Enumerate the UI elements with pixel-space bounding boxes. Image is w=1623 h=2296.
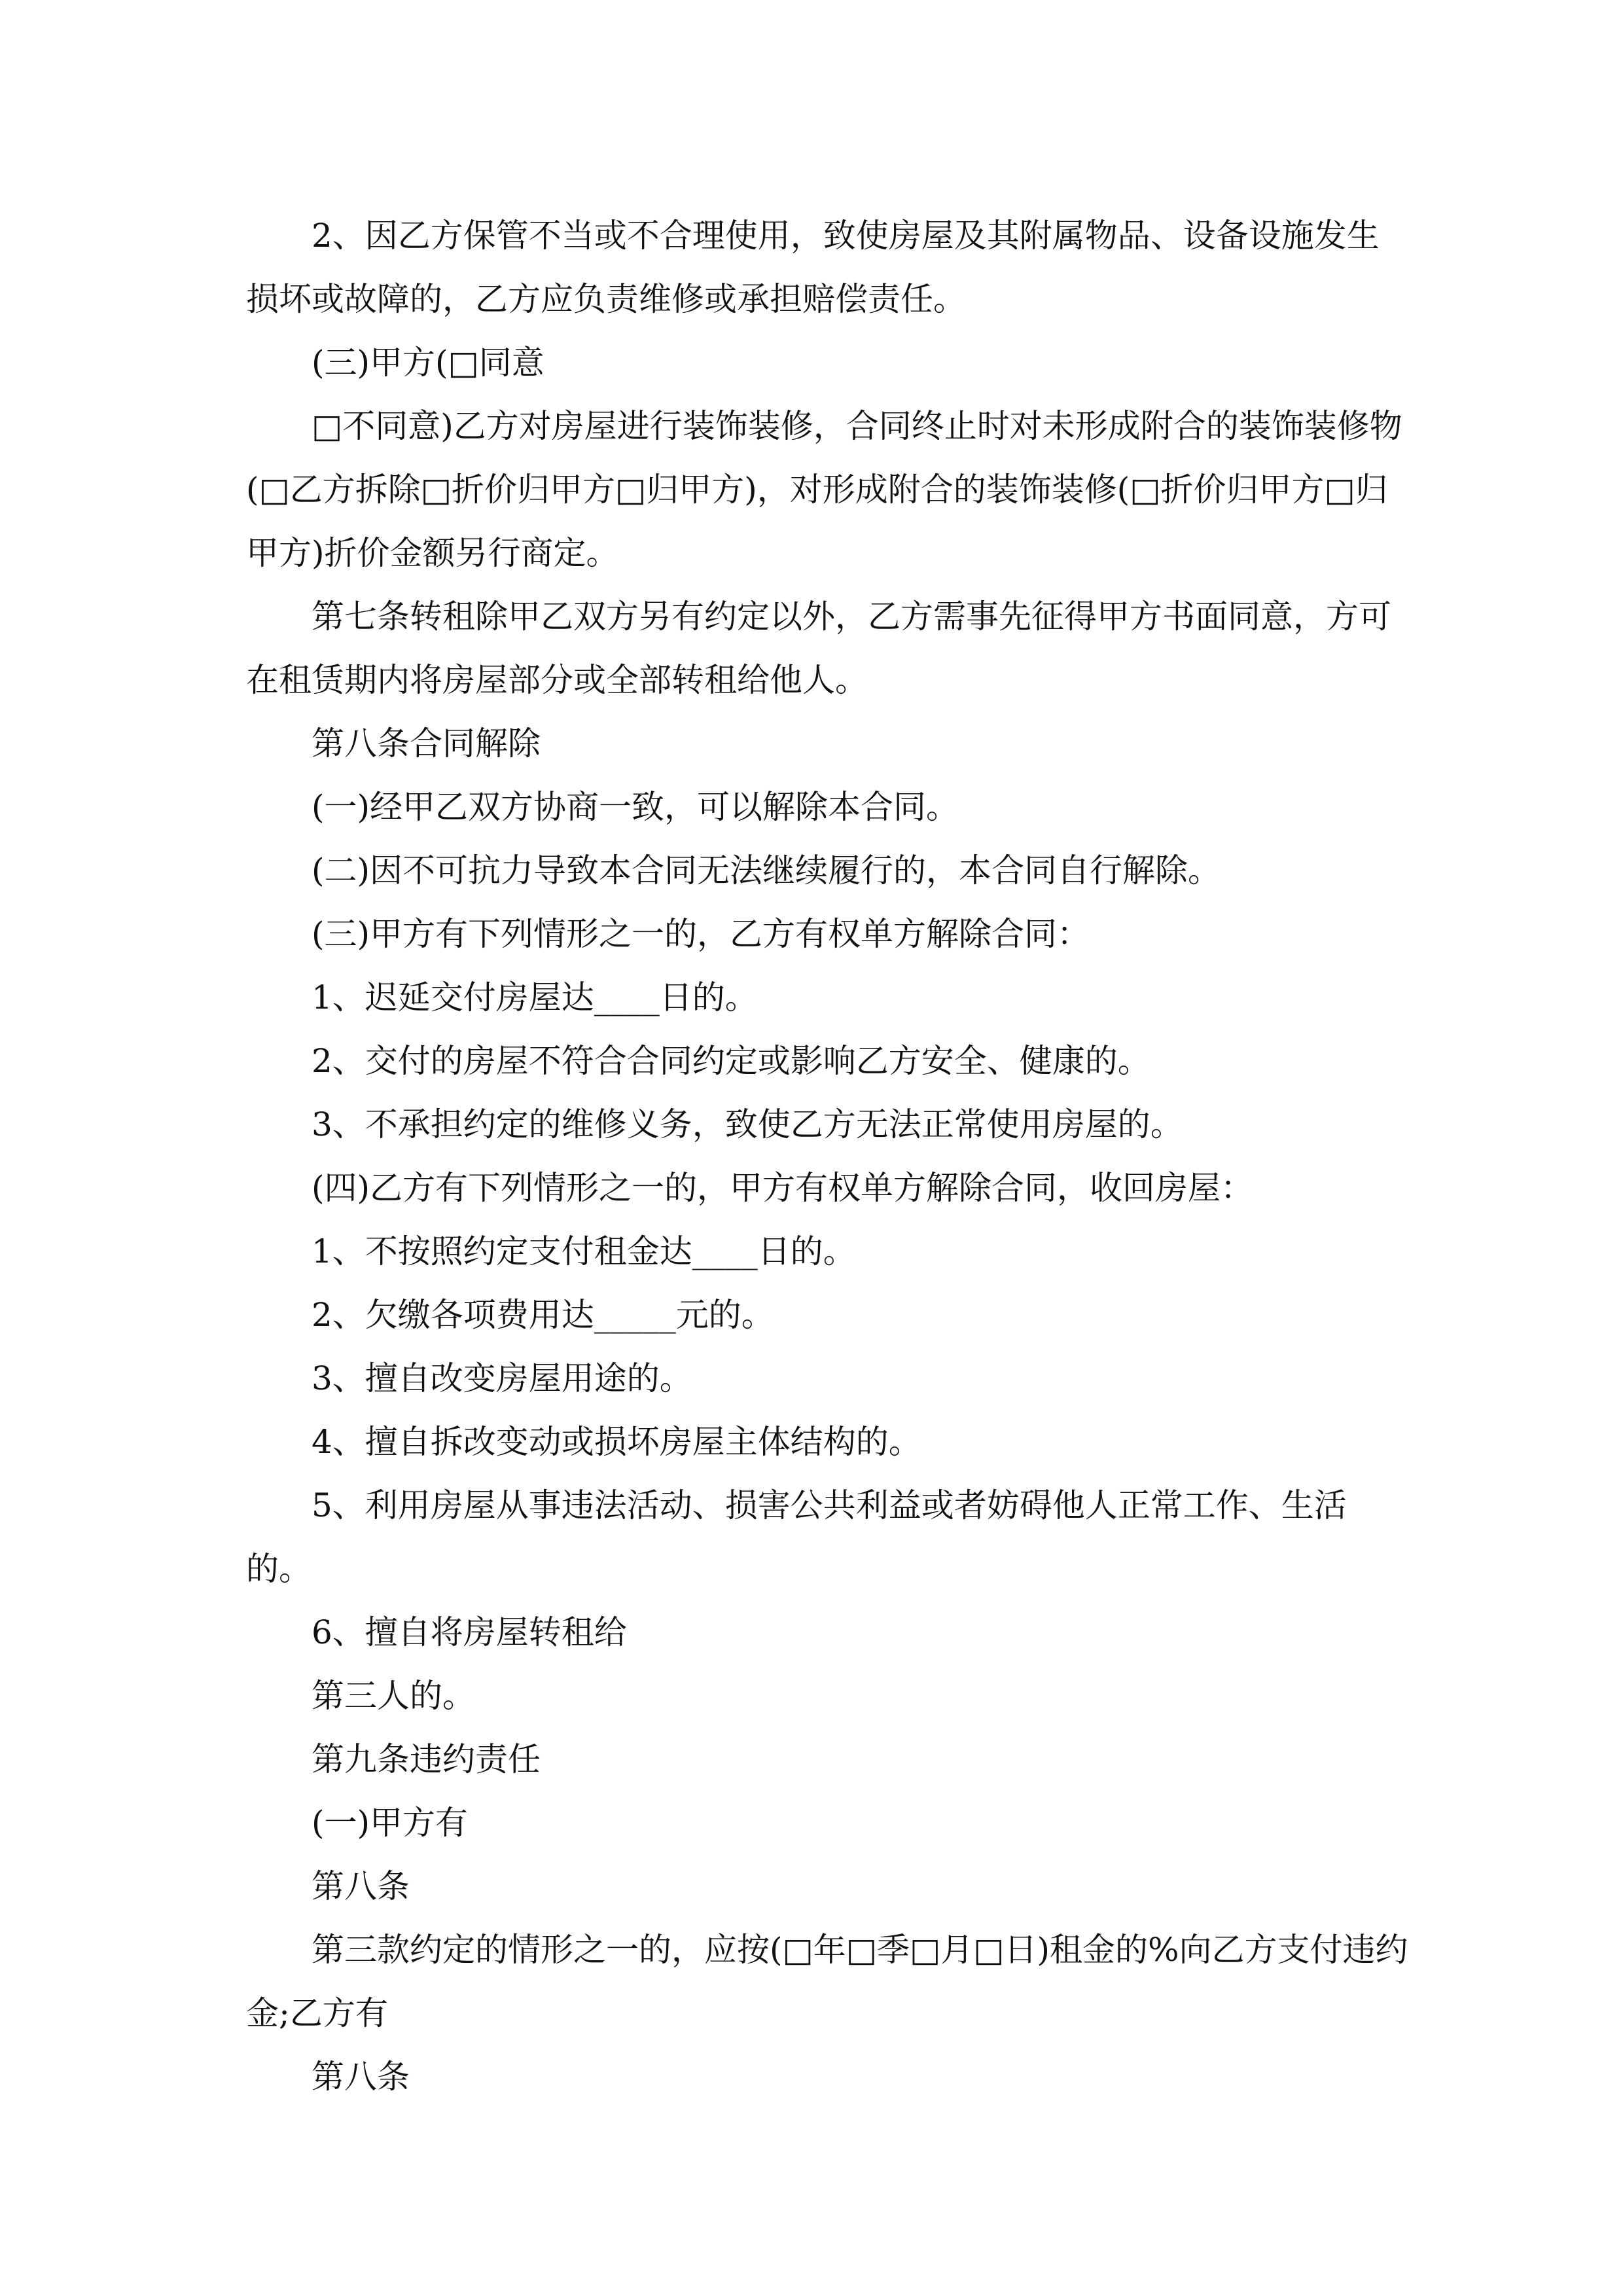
paragraph-clause-2-damage: 2、因乙方保管不当或不合理使用，致使房屋及其附属物品、设备设施发生损坏或故障的，乙方应负责维修或承担赔偿责任。 <box>246 217 1380 318</box>
list-item-landlord-3: 3、不承担约定的维修义务，致使乙方无法正常使用房屋的。 <box>312 1105 1183 1143</box>
paragraph-termination-2: (二)因不可抗力导致本合同无法继续履行的，本合同自行解除。 <box>312 852 1221 889</box>
heading-article-8: 第八条合同解除 <box>312 725 541 762</box>
paragraph-clause-3-consent: (三)甲方(□同意 <box>312 344 544 382</box>
paragraph-article-8-ref-2: 第八条 <box>312 2058 410 2096</box>
paragraph-termination-4: (四)乙方有下列情形之一的，甲方有权单方解除合同，收回房屋： <box>312 1169 1254 1207</box>
paragraph-decoration: □不同意)乙方对房屋进行装饰装修，合同终止时对未形成附合的装饰装修物(□乙方拆除□折价归甲方□归甲方)，对形成附合的装饰装修(□折价归甲方□归甲方)折价金额另行商定。 <box>246 407 1402 572</box>
document-body <box>246 204 1411 2109</box>
list-item-tenant-3: 3、擅自改变房屋用途的。 <box>312 1359 692 1397</box>
list-item-tenant-2: 2、欠缴各项费用达_____元的。 <box>312 1296 774 1334</box>
paragraph-article-8-ref: 第八条 <box>312 1867 410 1905</box>
list-item-tenant-6-continued: 第三人的。 <box>312 1677 475 1715</box>
paragraph-termination-1: (一)经甲乙双方协商一致，可以解除本合同。 <box>312 788 959 826</box>
paragraph-penalty: 第三款约定的情形之一的，应按(□年□季□月□日)租金的%向乙方支付违约金;乙方有 <box>246 1931 1408 2032</box>
list-item-landlord-2: 2、交付的房屋不符合合同约定或影响乙方安全、健康的。 <box>312 1042 1150 1080</box>
list-item-tenant-5: 5、利用房屋从事违法活动、损害公共利益或者妨碍他人正常工作、生活的。 <box>246 1486 1347 1588</box>
paragraph-liability-1: (一)甲方有 <box>312 1804 469 1842</box>
paragraph-article-7-sublease: 第七条转租除甲乙双方另有约定以外，乙方需事先征得甲方书面同意，方可在租赁期内将房屋部分或全部转租给他人。 <box>246 598 1391 699</box>
paragraph-termination-3: (三)甲方有下列情形之一的，乙方有权单方解除合同： <box>312 915 1090 953</box>
list-item-tenant-6: 6、擅自将房屋转租给 <box>312 1613 627 1651</box>
list-item-tenant-4: 4、擅自拆改变动或损坏房屋主体结构的。 <box>312 1423 921 1461</box>
list-item-tenant-1: 1、不按照约定支付租金达____日的。 <box>312 1232 856 1270</box>
list-item-landlord-1: 1、迟延交付房屋达____日的。 <box>312 978 758 1016</box>
heading-article-9: 第九条违约责任 <box>312 1740 541 1778</box>
